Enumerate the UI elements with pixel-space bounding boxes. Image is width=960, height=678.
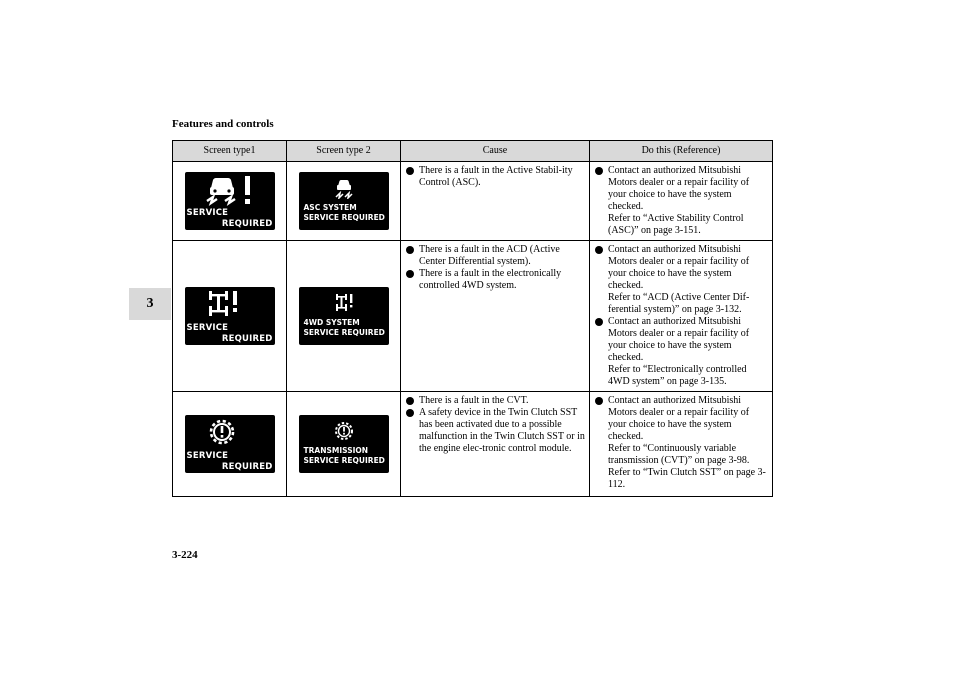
cause-cell: [401, 241, 590, 392]
action-cell: [590, 241, 773, 392]
action-item: [590, 165, 768, 237]
cause-text: There is a fault in the Active Stabil-ity Control (ASC).: [419, 165, 573, 188]
action-text: Contact an authorized Mitsubishi Motors dealer or a repair facility of your choice to have the system checked. Refer to “Active Stability Control (ASC)” on page 3-151.: [608, 165, 750, 236]
screen1-text-line1: SERVICE: [186, 208, 229, 218]
chapter-tab: 3: [129, 288, 171, 320]
screen1-text-line2: REQUIRED: [221, 462, 273, 472]
screen2-display: [299, 172, 389, 230]
screen1-text-line2: REQUIRED: [221, 219, 273, 229]
page-number: 3-224: [172, 549, 198, 561]
slip-car-warning-icon: [185, 172, 275, 206]
action-text: Contact an authorized Mitsubishi Motors dealer or a repair facility of your choice to have the system checked. Refer to “Continuously variable transmission (CVT)” on page 3-98. Refer to “Twin Clutch SST” on page 3-112.: [608, 395, 766, 490]
col-header-action: Do this (Reference): [590, 141, 773, 162]
screen2-text-line1: 4WD SYSTEM: [303, 318, 360, 327]
screen1-text-line1: SERVICE: [186, 451, 229, 461]
bullet-icon: [406, 270, 414, 278]
screen1-text-line2: REQUIRED: [221, 334, 273, 344]
screen1-display: [185, 287, 275, 345]
action-item: [590, 395, 768, 491]
cause-text: A safety device in the Twin Clutch SST has been activated due to a possible malfunction in the Twin Clutch SST or in the engine elec-tronic control module.: [419, 407, 585, 454]
bullet-icon: [406, 397, 414, 405]
screen2-text-line1: ASC SYSTEM: [303, 203, 357, 212]
screen2-text-line2: SERVICE REQUIRED: [303, 328, 385, 337]
cause-item: [401, 268, 585, 292]
table-row: [173, 162, 773, 241]
cause-item: [401, 395, 585, 407]
table-row: [173, 241, 773, 392]
table-row: [173, 392, 773, 497]
bullet-icon: [406, 167, 414, 175]
screen2-text-line1: TRANSMISSION: [303, 446, 369, 455]
screen2-text-line2: SERVICE REQUIRED: [303, 456, 385, 465]
cause-item: [401, 407, 585, 455]
screen2-text-line2: SERVICE REQUIRED: [303, 213, 385, 222]
screen1-text-line1: SERVICE: [186, 323, 229, 333]
action-text: Contact an authorized Mitsubishi Motors dealer or a repair facility of your choice to have the system checked. Refer to “ACD (Active Center Dif-ferential system)” on page 3-132.: [608, 244, 750, 315]
screen1-display: [185, 415, 275, 473]
screen2-display: [299, 287, 389, 345]
gear-warning-icon: [185, 415, 275, 449]
col-header-screen2: Screen type 2: [287, 141, 401, 162]
bullet-icon: [595, 167, 603, 175]
action-cell: [590, 392, 773, 497]
action-item: [590, 316, 768, 388]
header-title: Features and controls: [172, 118, 274, 130]
4wd-drivetrain-warning-icon: [333, 292, 355, 314]
col-header-cause: Cause: [401, 141, 590, 162]
col-header-screen1: Screen type1: [173, 141, 287, 162]
cause-cell: [401, 392, 590, 497]
cause-cell: [401, 162, 590, 241]
4wd-drivetrain-warning-icon: [185, 287, 275, 321]
screen2-display: [299, 415, 389, 473]
cause-item: [401, 244, 585, 268]
screen2-cell: [287, 392, 401, 497]
screen1-cell: [173, 162, 287, 241]
cause-item: [401, 165, 585, 189]
action-text: Contact an authorized Mitsubishi Motors dealer or a repair facility of your choice to have the system checked. Refer to “Electronically controlled 4WD system” on page 3-135.: [608, 316, 750, 387]
slip-car-icon: [333, 177, 355, 199]
screen1-cell: [173, 241, 287, 392]
cause-text: There is a fault in the ACD (Active Center Differential system).: [419, 244, 560, 267]
bullet-icon: [406, 246, 414, 254]
screen1-cell: [173, 392, 287, 497]
cause-text: There is a fault in the electronically controlled 4WD system.: [419, 268, 562, 291]
screen2-cell: [287, 241, 401, 392]
action-cell: [590, 162, 773, 241]
warning-table: [172, 140, 773, 497]
gear-warning-icon: [333, 420, 355, 442]
bullet-icon: [595, 246, 603, 254]
bullet-icon: [595, 318, 603, 326]
bullet-icon: [595, 397, 603, 405]
screen2-cell: [287, 162, 401, 241]
action-item: [590, 244, 768, 316]
cause-text: There is a fault in the CVT.: [419, 395, 529, 406]
bullet-icon: [406, 409, 414, 417]
screen1-display: [185, 172, 275, 230]
table-header-row: [173, 141, 773, 162]
